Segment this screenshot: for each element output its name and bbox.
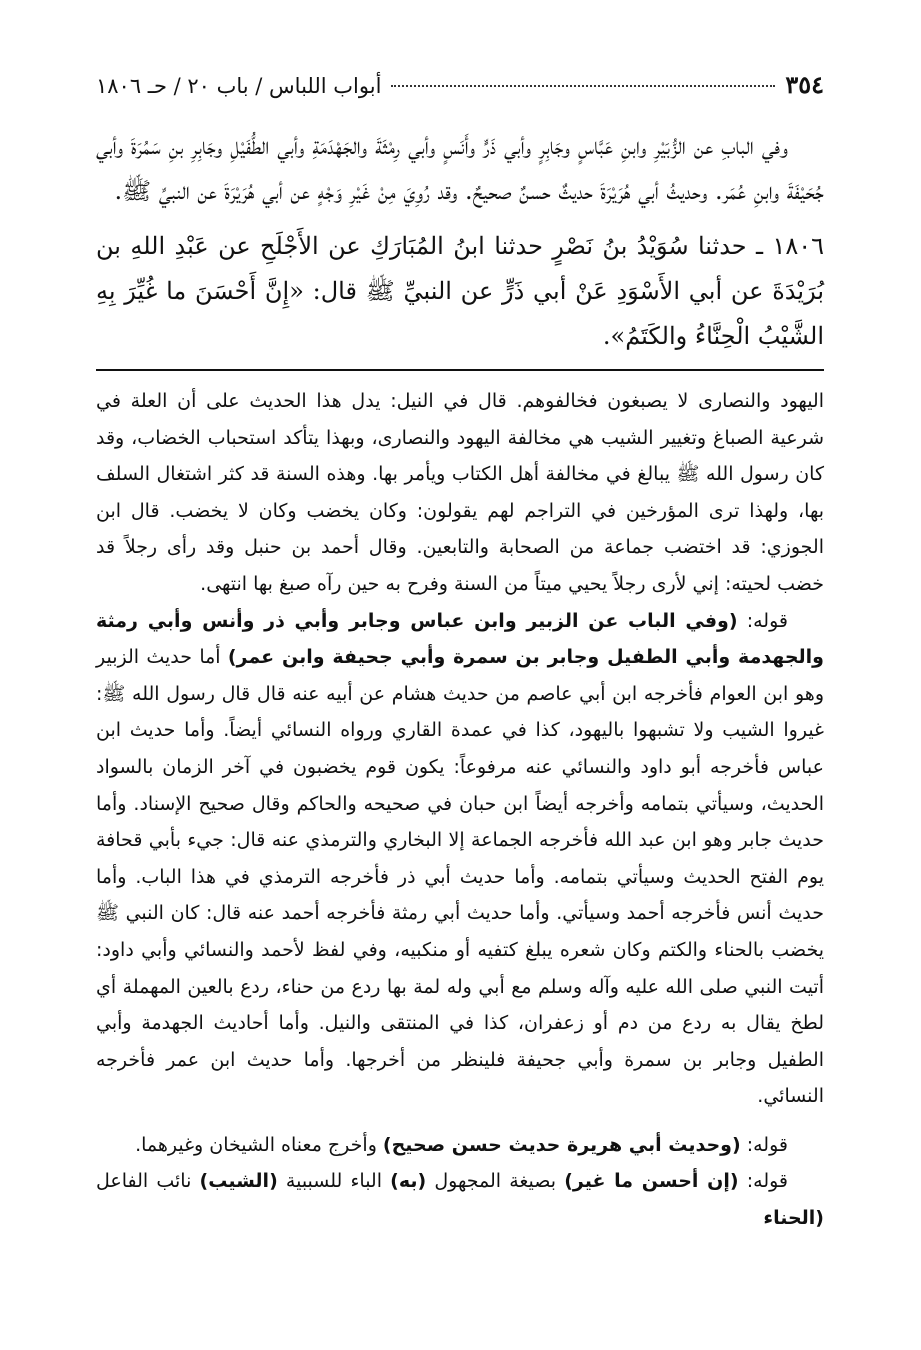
commentary-paragraph	[96, 1127, 824, 1164]
quoted-text: (الشيب)	[199, 1170, 278, 1193]
quote-label: قوله:	[737, 609, 788, 632]
commentary-text: بصيغة المجهول	[426, 1170, 565, 1193]
commentary-paragraph: اليهود والنصارى لا يصبغون فخالفوهم. قال في النيل: يدل هذا الحديث على أن العلة في شرعية الصباغ وتغيير الشيب هي مخالفة اليهود والنصارى، وبهذا يتأكد استحباب الخضاب، وقد كان رسول الله ﷺ يبالغ في مخالفة أهل الكتاب ويأمر بها. وهذه السنة قد كثر اشتغال السلف بها، ولهذا ترى المؤرخين في التراجم لهم يقولون: وكان يخضب وكان لا يخضب. قال ابن الجوزي: قد اختضب جماعة من الصحابة والتابعين. وقال أحمد بن حنبل وقد رأى رجلاً قد خضب لحيته: إني لأرى رجلاً يحيي ميتاً من السنة وفرح به حين رآه صبغ بها انتهى.	[96, 390, 824, 595]
book-page	[96, 70, 824, 1237]
page-number: ٣٥٤	[785, 70, 824, 99]
footnote-divider	[96, 369, 824, 371]
quote-label: قوله:	[738, 1170, 789, 1193]
commentary-paragraph	[96, 603, 824, 1115]
commentary-text: الباء للسببية	[277, 1170, 391, 1193]
header-dotted-leader	[391, 85, 775, 87]
running-title: أبواب اللباس / باب ٢٠ / حـ ١٨٠٦	[96, 74, 382, 98]
quoted-text: (وحديث أبي هريرة حديث حسن صحيح)	[382, 1133, 741, 1156]
quoted-text: (وفي الباب عن الزبير وابن عباس وجابر وأبي ذر وأنس وأبي رمثة والجهدمة وأبي الطفيل وجابر بن سمرة وأبي جحيفة وابن عمر)	[96, 609, 824, 669]
commentary-text: وأخرج معناه الشيخان وغيرهما.	[135, 1133, 383, 1156]
main-paragraph: وفي البابِ عن الزُّبَيْرِ وابنِ عَبَّاسٍ وجَابِرٍ وأبي ذَرٍّ وأَنَسٍ وأبي رِمْثَةَ والجَهْدَمَةِ وأبي الطُّفَيْلِ وجَابِرِ بنِ سَمُرَةَ وأبي جُحَيْفَةَ وابنِ عُمَر. وحديثُ أبي هُرَيْرَةَ حديثٌ حسنٌ صحيحٌ. وقد رُوِيَ مِنْ غَيْرِ وَجْهٍ عن أبي هُرَيْرَةَ عن النبيِّ ﷺ.	[96, 132, 824, 205]
quoted-text: (إن أحسن ما غير)	[564, 1170, 739, 1193]
commentary-text: نائب الفاعل	[96, 1170, 200, 1193]
quoted-text: (به)	[390, 1170, 427, 1193]
hadith-text: ١٨٠٦ ـ حدثنا سُوَيْدُ بنُ نَصْرٍ حدثنا ابنُ المُبَارَكِ عن الأَجْلَحِ عن عَبْدِ اللهِ بن بُرَيْدَةَ عن أبي الأَسْوَدِ عَنْ أبي ذَرٍّ عن النبيِّ ﷺ قال: «إِنَّ أَحْسَنَ ما غُيِّرَ بِهِ الشَّيْبُ الْحِنَّاءُ والكَتَمُ».	[96, 232, 825, 350]
commentary-text: أما حديث الزبير وهو ابن العوام فأخرجه ابن أبي عاصم من حديث هشام عن أبيه عنه قال قال رسول الله ﷺ: غيروا الشيب ولا تشبهوا باليهود، كذا في عمدة القاري ورواه النسائي أيضاً. وأما حديث ابن عباس فأخرجه أبو داود والنسائي عنه مرفوعاً: يكون قوم يخضبون في آخر الزمان بالسواد الحديث، وسيأتي بتمامه وأخرجه أيضاً ابن حبان في صحيحه والحاكم وقال صحيح الإسناد. وأما حديث جابر وهو ابن عبد الله فأخرجه الجماعة إلا البخاري والترمذي عنه قال: جيء بأبي قحافة يوم الفتح الحديث وسيأتي بتمامه. وأما حديث أبي ذر فأخرجه الترمذي في هذا الباب. وأما حديث أنس فأخرجه أحمد وسيأتي. وأما حديث أبي رمثة فأخرجه أحمد عنه قال: كان النبي ﷺ يخضب بالحناء والكتم وكان شعره يبلغ كتفيه أو منكبيه، وفي لفظ لأحمد والنسائي وأبي داود: أتيت النبي صلى الله عليه وآله وسلم مع أبي وله لمة بها ردع من حناء، ردع بالعين المهملة أي لطخ يقال به ردع من دم أو زعفران، كذا في المنتقى والنيل. وأما أحاديث الجهدمة وأبي الطفيل وجابر بن سمرة وأبي جحيفة فلينظر من أخرجها. وأما حديث ابن عمر فأخرجه النسائي.	[96, 646, 824, 1108]
quote-label: قوله:	[740, 1133, 788, 1156]
main-text	[96, 124, 824, 359]
commentary-paragraph	[96, 1163, 824, 1236]
commentary	[96, 383, 824, 1237]
page-header	[96, 70, 824, 110]
quoted-text: (الحناء	[763, 1207, 824, 1230]
